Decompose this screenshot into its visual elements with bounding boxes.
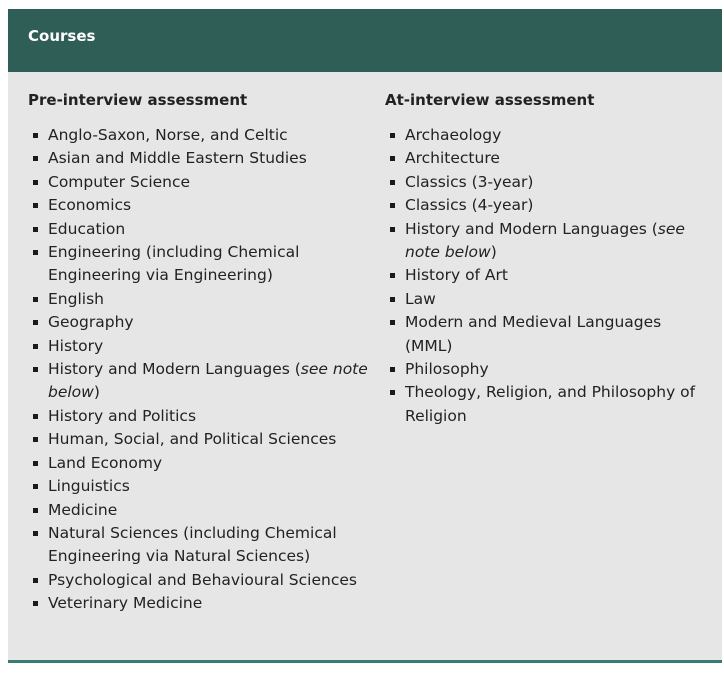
course-note-close: ) <box>93 383 100 402</box>
bullet-icon <box>390 320 395 325</box>
course-item <box>385 194 705 217</box>
bullet-icon <box>390 367 395 372</box>
course-name: Geography <box>48 313 134 332</box>
pre-interview-column <box>28 91 368 616</box>
course-item <box>28 592 368 615</box>
course-item <box>28 452 368 475</box>
pre-interview-list <box>28 124 368 616</box>
course-name: Law <box>405 289 436 308</box>
bullet-icon <box>33 484 38 489</box>
bullet-icon <box>33 601 38 606</box>
bullet-icon <box>390 133 395 138</box>
at-interview-heading: At-interview assessment <box>385 91 595 109</box>
course-item <box>28 171 368 194</box>
bullet-icon <box>33 461 38 466</box>
bullet-icon <box>390 273 395 278</box>
course-name: Architecture <box>405 149 500 168</box>
course-item <box>385 124 705 147</box>
course-item <box>28 569 368 592</box>
course-item <box>28 218 368 241</box>
course-name: History and Modern Languages ( <box>48 360 301 379</box>
bullet-icon <box>33 203 38 208</box>
course-item <box>28 241 368 288</box>
course-name: Classics (4-year) <box>405 196 534 215</box>
course-note-close: ) <box>490 243 497 262</box>
course-name: History and Politics <box>48 406 197 425</box>
at-interview-column <box>385 91 705 428</box>
course-item <box>385 288 705 311</box>
course-name: Linguistics <box>48 477 130 496</box>
course-name: Classics (3-year) <box>405 172 534 191</box>
bullet-icon <box>390 227 395 232</box>
course-name: History <box>48 336 104 355</box>
course-name: Medicine <box>48 500 118 519</box>
bullet-icon <box>33 531 38 536</box>
course-name: Psychological and Behavioural Sciences <box>48 570 357 589</box>
course-item <box>385 147 705 170</box>
bullet-icon <box>390 390 395 395</box>
course-name: History and Modern Languages ( <box>405 219 658 238</box>
course-item <box>385 264 705 287</box>
bullet-icon <box>33 133 38 138</box>
course-item <box>28 194 368 217</box>
bullet-icon <box>33 344 38 349</box>
course-name: Theology, Religion, and Philosophy of Religion <box>405 383 696 425</box>
course-name: Archaeology <box>405 126 502 144</box>
course-item <box>385 218 705 265</box>
course-item <box>28 311 368 334</box>
bullet-icon <box>33 320 38 325</box>
course-name: Education <box>48 219 126 238</box>
bullet-icon <box>390 203 395 208</box>
at-interview-list <box>385 124 705 428</box>
course-item <box>28 358 368 405</box>
bullet-icon <box>33 156 38 161</box>
course-note: see note below <box>48 360 368 402</box>
course-item <box>28 147 368 170</box>
course-item <box>28 499 368 522</box>
courses-panel <box>8 9 722 663</box>
bullet-icon <box>390 180 395 185</box>
course-item <box>28 522 368 569</box>
bullet-icon <box>33 297 38 302</box>
course-item <box>28 405 368 428</box>
course-name: Land Economy <box>48 453 163 472</box>
course-name: Natural Sciences (including Chemical Engineering via Natural Sciences) <box>48 523 337 566</box>
bullet-icon <box>33 227 38 232</box>
course-name: Anglo-Saxon, Norse, and Celtic <box>48 126 288 144</box>
course-name: English <box>48 289 104 308</box>
course-name: Philosophy <box>405 360 489 379</box>
course-name: Veterinary Medicine <box>48 594 203 613</box>
pre-interview-heading: Pre-interview assessment <box>28 91 248 109</box>
course-item <box>385 381 705 428</box>
bullet-icon <box>33 437 38 442</box>
course-name: Engineering (including Chemical Engineering via Engineering) <box>48 243 300 285</box>
course-item <box>385 311 705 358</box>
course-name: Human, Social, and Political Sciences <box>48 430 337 449</box>
bullet-icon <box>33 180 38 185</box>
bullet-icon <box>33 508 38 513</box>
bullet-icon <box>390 156 395 161</box>
course-item <box>28 475 368 498</box>
course-item <box>28 288 368 311</box>
course-item <box>28 124 368 147</box>
course-name: Economics <box>48 196 132 215</box>
course-item <box>385 358 705 381</box>
course-item <box>28 428 368 451</box>
bullet-icon <box>390 297 395 302</box>
course-item <box>385 171 705 194</box>
panel-header <box>8 9 722 72</box>
bullet-icon <box>33 367 38 372</box>
course-note: see note below <box>405 219 685 262</box>
course-name: History of Art <box>405 266 508 285</box>
course-name: Computer Science <box>48 172 191 191</box>
bullet-icon <box>33 250 38 255</box>
course-item <box>28 335 368 358</box>
panel-title: Courses <box>28 27 96 45</box>
bullet-icon <box>33 414 38 419</box>
course-name: Modern and Medieval Languages (MML) <box>405 313 662 355</box>
course-name: Asian and Middle Eastern Studies <box>48 149 307 168</box>
bullet-icon <box>33 578 38 583</box>
